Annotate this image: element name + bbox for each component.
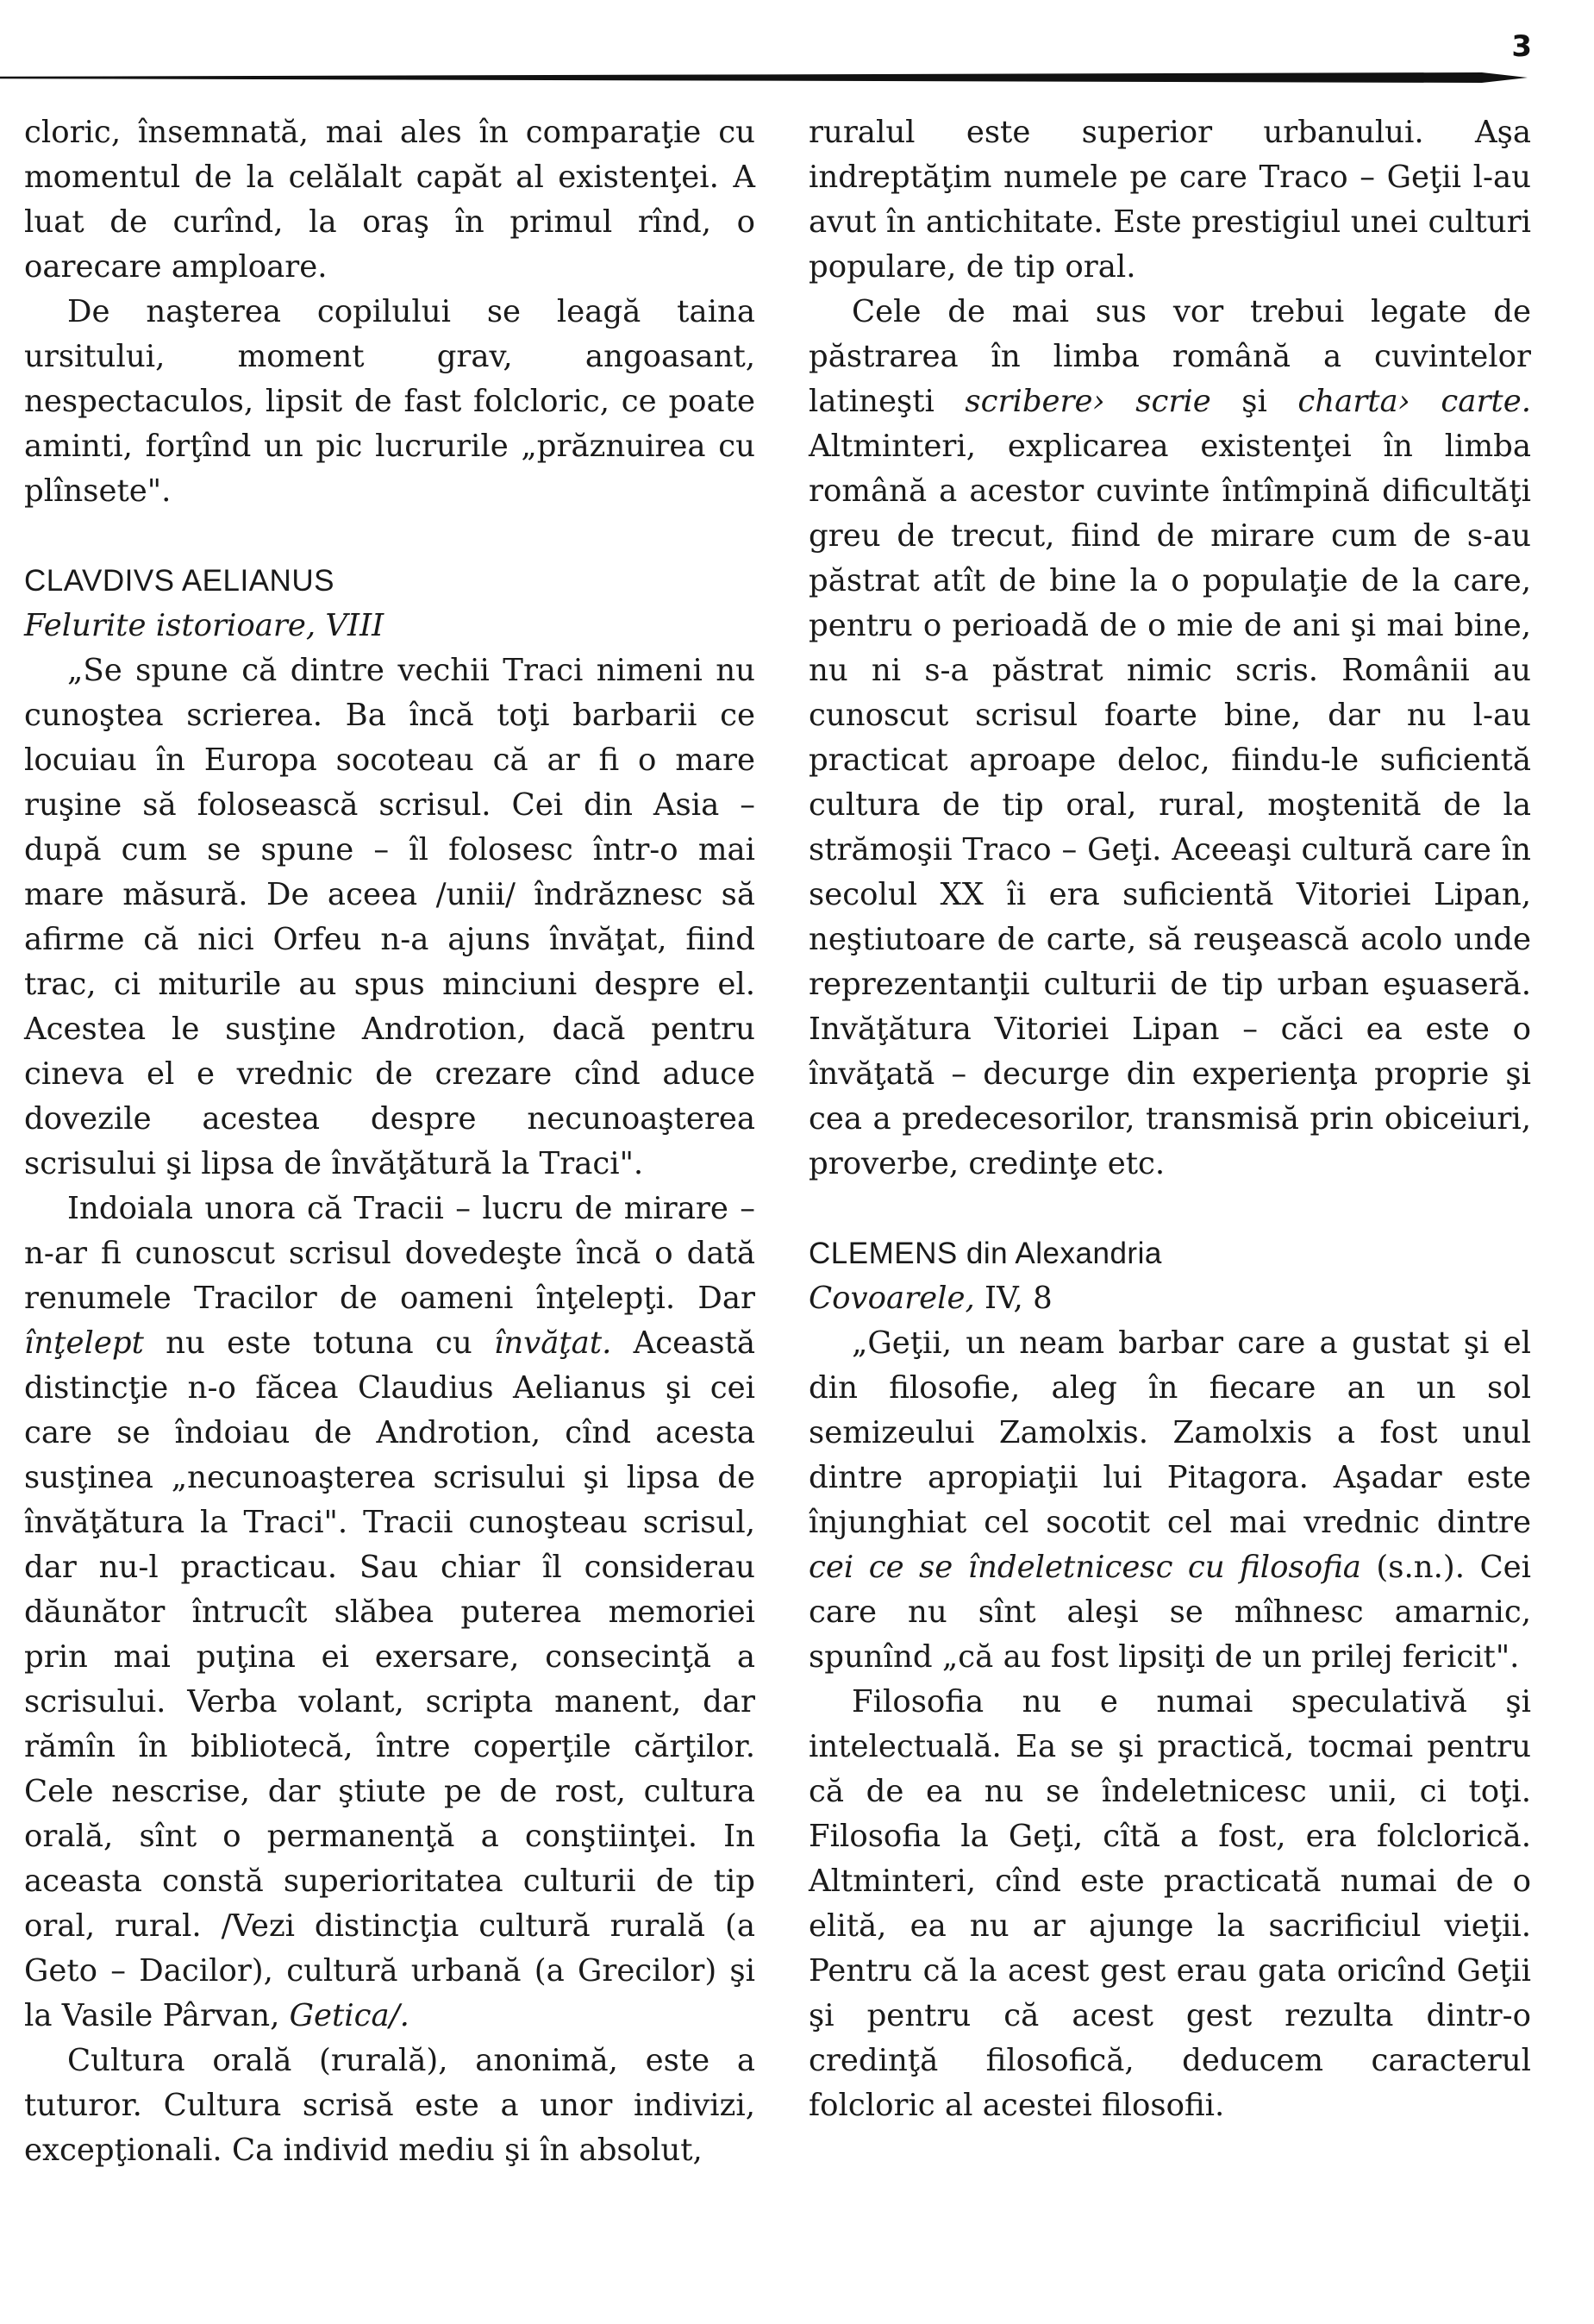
text-run: Cele de mai sus vor trebui legate de păstrarea în limba română a cuvintelor latineşti (809, 294, 1531, 419)
emphasis: scribere› scrie (965, 384, 1211, 419)
emphasis: charta› carte. (1297, 384, 1531, 419)
text-run: Această distincţie n-o făcea Claudius Aelianus şi cei care se îndoiau de Androtion, cînd acesta susţinea „necunoaşterea scrisului şi lipsa de învăţătura la Traci". Tracii cunoşteau scrisul, dar nu-l practicau. Sau chiar îl considerau dăunător întrucît slăbea puterea memoriei prin mai puţina ei exersare, consecinţă a scrisului. Verba volant, scripta manent, dar rămîn în bibliotecă, între coperţile cărţilor. Cele nescrise, dar ştiute pe de rost, cultura orală, sînt o permanenţă a conştiinţei. In aceasta constă superioritatea culturii de tip oral, rural. /Vezi distincţia cultură rurală (a Geto – Dacilor), cultură urbană (a Grecilor) şi la Vasile Pârvan, (24, 1325, 755, 2033)
paragraph: ruralul este superior urbanului. Aşa indreptăţim numele pe care Traco – Geţii l-au avut în antichitate. Este prestigiul unei culturi populare, de tip oral. (809, 115, 1531, 285)
left-column (24, 110, 755, 2173)
paragraph: De naşterea copilului se leagă taina ursitului, moment grav, angoasant, nespectaculos, lipsit de fast folcloric, ce poate aminti, forţînd un pic lucrurile „prăznuirea cu plînsete". (24, 294, 755, 509)
section-heading: CLAVDIVS AELIANUS (24, 564, 334, 598)
page-number: 3 (1511, 29, 1532, 64)
source-title: Covoarele, (809, 1281, 975, 1316)
emphasis: Getica/. (289, 1998, 409, 2033)
source-citation (809, 1276, 1531, 1321)
section-heading: CLEMENS din Alexandria (809, 1237, 1162, 1270)
quotation: „Se spune că dintre vechii Traci nimeni nu cunoştea scrierea. Ba încă toţi barbarii ce locuiau în Europa socoteau că ar fi o mare ruşine să folosească scrisul. Cei din Asia – după cum se spune – îl folosesc într-o mai mare măsură. De aceea /unii/ îndrăznesc să afirme că nici Orfeu n-a ajuns învăţat, fiind trac, ci miturile au spus minciuni despre el. Acestea le susţine Androtion, dacă pentru cineva el e vrednic de crezare cînd aduce dovezile acestea despre necunoaşterea scrisului şi lipsa de învăţătură la Traci". (24, 653, 755, 1181)
right-column (809, 110, 1531, 2128)
text-run: „Geţii, un neam barbar care a gustat şi el din filosofie, aleg în fiecare an un sol semizeului Zamolxis. Zamolxis a fost unul dintre apropiaţii lui Pitagora. Aşadar este înjunghiat cel socotit cel mai vrednic dintre (809, 1325, 1531, 1540)
paragraph (809, 290, 1531, 1187)
paragraph (24, 1187, 755, 2039)
text-run: şi (1210, 384, 1298, 419)
header-rule (0, 72, 1528, 83)
quotation (809, 1321, 1531, 1680)
paragraph: cloric, însemnată, mai ales în comparaţie cu momentul de la celălalt capăt al existenţei. A luat de curînd, la oraş în primul rînd, o oarecare amploare. (24, 115, 755, 285)
text-run: Indoiala unora că Tracii – lucru de mirare – n-ar fi cunoscut scrisul dovedeşte încă o dată renumele Tracilor de oameni înţelepţi. Dar (24, 1191, 755, 1316)
source-reference: IV, 8 (974, 1281, 1053, 1316)
emphasis: cei ce se îndeletnicesc cu filosofia (809, 1550, 1361, 1585)
text-run: (s.n.). Cei care nu sînt aleşi se mîhnesc amarnic, spunînd „că au fost lipsiţi de un prilej fericit". (809, 1550, 1531, 1675)
text-run: nu este totuna cu (143, 1325, 494, 1361)
source-citation: Felurite istorioare, VIII (24, 608, 384, 643)
paragraph: Cultura orală (rurală), anonimă, este a tuturor. Cultura scrisă este a unor indivizi, excepţionali. Ca individ mediu şi în absolut, (24, 2043, 755, 2168)
emphasis: înţelept (24, 1325, 144, 1361)
emphasis: învăţat. (493, 1325, 612, 1361)
paragraph: Filosofia nu e numai speculativă şi intelectuală. Ea se şi practică, tocmai pentru că de ea nu se îndeletnicesc unii, ci toţi. Filosofia la Geţi, cîtă a fost, era folclorică. Altminteri, cînd este practicată numai de o elită, ea nu ar ajunge la sacrificiul vieţii. Pentru că la acest gest erau gata oricînd Geţii şi pentru că acest gest rezulta dintr-o credinţă filosofică, deducem caracterul folcloric al acestei filosofii. (809, 1684, 1531, 2123)
section-gap (24, 514, 755, 559)
text-run: Altminteri, explicarea existenţei în limba română a acestor cuvinte întîmpină dificultăţi greu de trecut, fiind de mirare cum de s-au păstrat atît de bine la o populaţie de la care, pentru o perioadă de o mie de ani şi mai bine, nu ni s-a păstrat nimic scris. Românii au cunoscut scrisul foarte bine, dar nu l-au practicat aproape deloc, fiindu-le suficientă cultura de tip oral, rural, moştenită de la strămoşii Traco – Geţi. Aceeaşi cultură care în secolul XX îi era suficientă Vitoriei Lipan, neştiutoare de carte, să reuşească acolo unde reprezentanţii culturii de tip urban eşuaseră. Invăţătura Vitoriei Lipan – căci ea este o învăţată – decurge din experienţa proprie şi cea a predecesorilor, transmisă prin obiceiuri, proverbe, credinţe etc. (809, 429, 1531, 1181)
section-gap (809, 1187, 1531, 1231)
